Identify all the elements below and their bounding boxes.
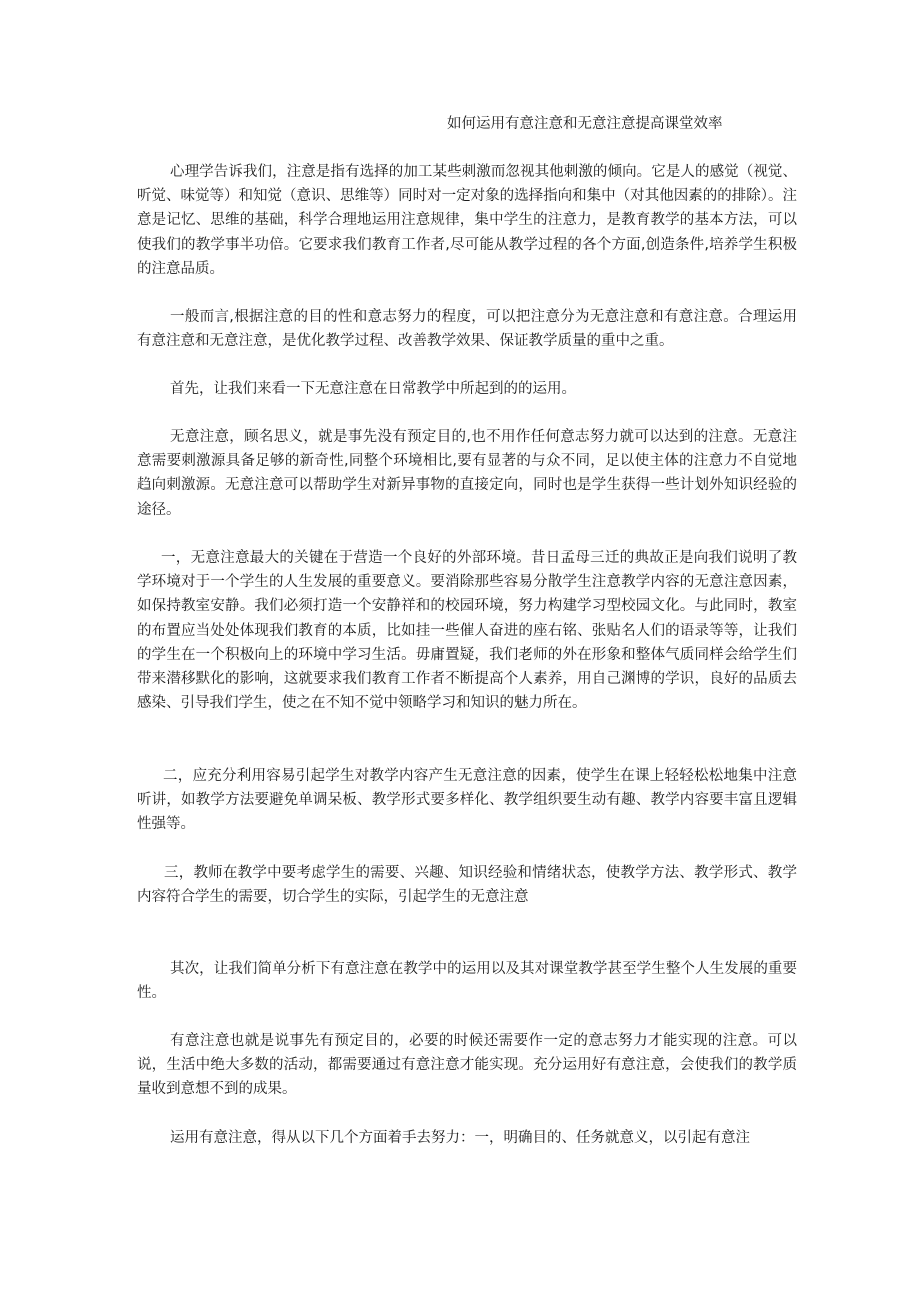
paragraph-intentional-methods: 运用有意注意，得从以下几个方面着手去努力：一，明确目的、任务就意义，以引起有意注 bbox=[170, 1130, 750, 1146]
paragraph-point-three: 三，教师在教学中要考虑学生的需要、兴趣、知识经验和情绪状态，使教学方法、教学形式、教学内容符合学生的需要，切合学生的实际，引起学生的无意注意 bbox=[137, 865, 797, 906]
paragraph-unintentional-definition: 无意注意，顾名思义，就是事先没有预定目的,也不用作任何意志努力就可以达到的注意。无意注意需要刺激源具备足够的新奇性,同整个环境相比,要有显著的与众不同，足以使主体的注意力不自觉地趋向刺激源。无意注意可以帮助学生对新异事物的直接定向，同时也是学生获得一些计划外知识经验的途径。 bbox=[137, 429, 797, 518]
paragraph-point-one: 一，无意注意最大的关键在于营造一个良好的外部环境。昔日孟母三迁的典故正是向我们说明了教学环境对于一个学生的人生发展的重要意义。要消除那些容易分散学生注意教学内容的无意注意因素，如保持教室安静。我们必须打造一个安静祥和的校园环境，努力构建学习型校园文化。与此同时，教室的布置应当处处体现我们教育的本质，比如挂一些催人奋进的座右铭、张贴名人们的语录等等，让我们的学生在一个积极向上的环境中学习生活。毋庸置疑，我们老师的外在形象和整体气质同样会给学生们带来潜移默化的影响，这就要求我们教育工作者不断提高个人素养，用自己渊博的学识，良好的品质去感染、引导我们学生，使之在不知不觉中领略学习和知识的魅力所在。 bbox=[137, 550, 797, 712]
paragraph-intentional-definition: 有意注意也就是说事先有预定目的，必要的时候还需要作一定的意志努力才能实现的注意。可以说，生活中绝大多数的活动，都需要通过有意注意才能实现。充分运用好有意注意，会使我们的教学质量收到意想不到的成果。 bbox=[137, 1033, 797, 1098]
paragraph-attention-definition: 心理学告诉我们，注意是指有选择的加工某些刺激而忽视其他刺激的倾向。它是人的感觉（视觉、听觉、味觉等）和知觉（意识、思维等）同时对一定对象的选择指向和集中（对其他因素的的排除）。注意是记忆、思维的基础，科学合理地运用注意规律，集中学生的注意力，是教育教学的基本方法，可以使我们的教学事半功倍。它要求我们教育工作者,尽可能从教学过程的各个方面,创造条件,培养学生积极的注意品质。 bbox=[137, 164, 797, 277]
paragraph-intentional-intro: 其次，让我们简单分析下有意注意在教学中的运用以及其对课堂教学甚至学生整个人生发展的重要性。 bbox=[137, 961, 797, 1002]
document-title: 如何运用有意注意和无意注意提高课堂效率 bbox=[447, 116, 723, 132]
paragraph-unintentional-intro: 首先，让我们来看一下无意注意在日常教学中所起到的的运用。 bbox=[170, 381, 576, 397]
paragraph-attention-classification: 一般而言,根据注意的目的性和意志努力的程度，可以把注意分为无意注意和有意注意。合理运用有意注意和无意注意，是优化教学过程、改善教学效果、保证教学质量的重中之重。 bbox=[137, 309, 797, 350]
paragraph-point-two: 二，应充分利用容易引起学生对教学内容产生无意注意的因素，使学生在课上轻轻松松地集中注意听讲，如教学方法要避免单调呆板、教学形式要多样化、教学组织要生动有趣、教学内容要丰富且逻辑性强等。 bbox=[137, 768, 797, 833]
